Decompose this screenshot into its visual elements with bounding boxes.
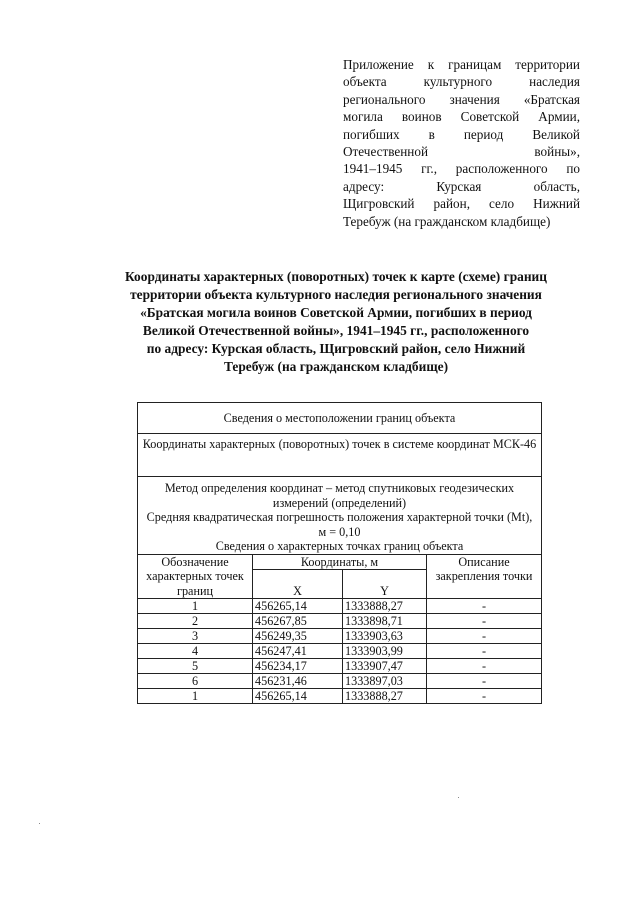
coord-y: 1333897,03 (343, 674, 427, 689)
table-row (138, 659, 542, 674)
appendix-line: Отечественной войны», (343, 144, 580, 160)
heading-line: Координаты характерных (поворотных) точек к карте (схеме) границ (125, 269, 547, 284)
point-id: 1 (138, 689, 253, 704)
column-header-coordinates: Координаты, м (253, 554, 427, 570)
point-description: - (427, 614, 542, 629)
table-row (138, 689, 542, 704)
table-row (138, 674, 542, 689)
table-row (138, 614, 542, 629)
section-coordinate-system: Координаты характерных (поворотных) точек в системе координат МСК-46 (138, 434, 542, 477)
appendix-line: могила воинов Советской Армии, (343, 109, 580, 125)
coord-y: 1333898,71 (343, 614, 427, 629)
appendix-line: погибших в период Великой (343, 126, 580, 142)
appendix-note (343, 56, 580, 230)
coord-x: 456267,85 (253, 614, 343, 629)
table-row (138, 599, 542, 614)
coord-y: 1333888,27 (343, 599, 427, 614)
heading-line: по адресу: Курская область, Щигровский район, село Нижний (146, 341, 526, 356)
section-location-title: Сведения о местоположении границ объекта (138, 403, 542, 434)
point-id: 3 (138, 629, 253, 644)
coord-x: 456265,14 (253, 689, 343, 704)
point-id: 5 (138, 659, 253, 674)
column-header-x: X (253, 570, 343, 599)
appendix-line: Щигровский район, село Нижний (343, 196, 580, 212)
point-description: - (427, 644, 542, 659)
column-header-designation: Обозначение характерных точек границ (138, 554, 253, 599)
coord-x: 456231,46 (253, 674, 343, 689)
point-description: - (427, 629, 542, 644)
coord-y: 1333888,27 (343, 689, 427, 704)
coord-x: 456247,41 (253, 644, 343, 659)
accuracy-text: Средняя квадратическая погрешность положения характерной точки (Mt), м = 0,10 (146, 510, 533, 539)
point-description: - (427, 599, 542, 614)
heading-line: Великой Отечественной войны», 1941–1945 гг., расположенного (142, 323, 530, 338)
point-description: - (427, 689, 542, 704)
scan-speck (458, 797, 459, 798)
coord-y: 1333903,99 (343, 644, 427, 659)
point-id: 2 (138, 614, 253, 629)
appendix-line: Приложение к границам территории (343, 57, 580, 72)
method-text: Метод определения координат – метод спутниковых геодезических измерений (определений) (164, 481, 515, 510)
point-id: 1 (138, 599, 253, 614)
document-heading (88, 268, 584, 376)
heading-line: территории объекта культурного наследия регионального значения (130, 287, 542, 302)
point-description: - (427, 674, 542, 689)
coord-x: 456265,14 (253, 599, 343, 614)
coord-y: 1333907,47 (343, 659, 427, 674)
appendix-line: объекта культурного наследия (343, 74, 580, 90)
scan-speck (39, 823, 40, 824)
appendix-line: адресу: Курская область, (343, 178, 580, 194)
coordinates-table (137, 402, 542, 704)
section-method (138, 477, 542, 555)
point-id: 6 (138, 674, 253, 689)
point-description: - (427, 659, 542, 674)
table-row (138, 629, 542, 644)
appendix-line: Теребуж (на гражданском кладбище) (343, 213, 551, 229)
heading-line: Теребуж (на гражданском кладбище) (223, 359, 449, 374)
heading-line: «Братская могила воинов Советской Армии, погибших в период (140, 305, 532, 320)
appendix-line: 1941–1945 гг., расположенного по (343, 161, 580, 177)
points-title: Сведения о характерных точках границ объекта (215, 539, 464, 553)
point-id: 4 (138, 644, 253, 659)
column-header-description: Описание закрепления точки (427, 554, 542, 599)
table-row (138, 644, 542, 659)
coord-x: 456234,17 (253, 659, 343, 674)
appendix-line: регионального значения «Братская (343, 91, 580, 107)
coord-y: 1333903,63 (343, 629, 427, 644)
coord-x: 456249,35 (253, 629, 343, 644)
column-header-y: Y (343, 570, 427, 599)
